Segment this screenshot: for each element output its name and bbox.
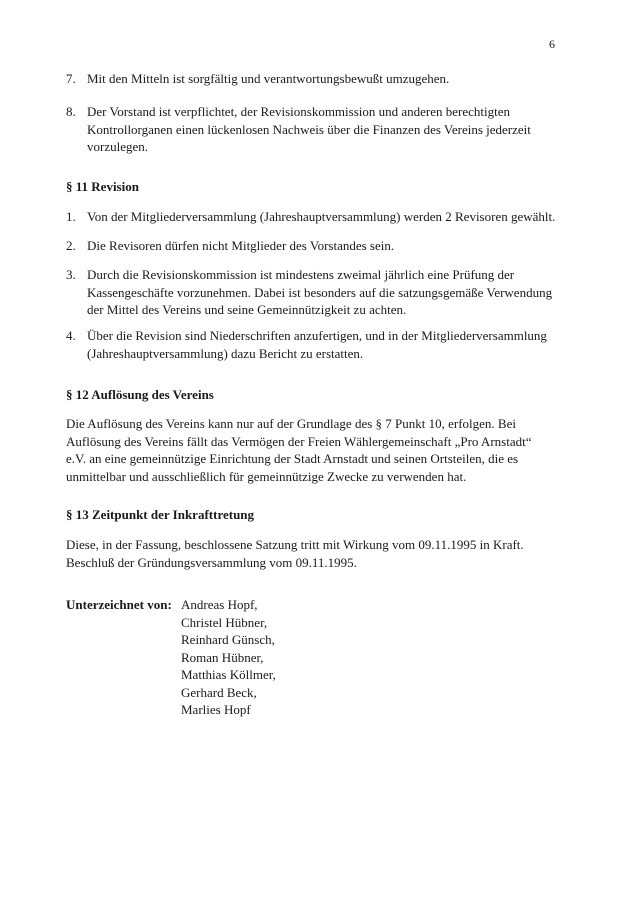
signer-name: Christel Hübner, [181,614,268,630]
page-number: 6 [549,37,555,51]
text-line: Die Revisoren dürfen nicht Mitglieder des Vorstandes sein. [87,238,395,253]
text-line: Kassengeschäfte vorzunehmen. Dabei ist besonders auf die satzungsgemäße Verwendung [87,284,553,300]
list-number: 4. [66,328,76,343]
section-12-heading: § 12 Auflösung des Vereins [66,387,214,402]
list-number: 1. [66,209,76,224]
section-12-paragraph [66,415,566,485]
revision-item-1 [66,208,566,226]
signer-name: Andreas Hopf, [181,597,258,612]
text-line: Diese, in der Fassung, beschlossene Satzung tritt mit Wirkung vom 09.11.1995 in Kraft. [66,537,524,552]
text-line: Kontrollorganen einen lückenlosen Nachweis über die Finanzen des Vereins jederzeit [87,121,531,137]
signer-name: Marlies Hopf [181,702,251,717]
text-line: Auflösung des Vereins fällt das Vermögen der Freien Wählergemeinschaft „Pro Arnstadt“ [66,433,532,449]
text-line: Von der Mitgliederversammlung (Jahreshauptversammlung) werden 2 Revisoren gewählt. [87,209,556,224]
text-line: Die Auflösung des Vereins kann nur auf der Grundlage des § 7 Punkt 10, erfolgen. Bei [66,416,516,431]
list-text [87,327,566,362]
signer-name: Reinhard Günsch, [181,632,275,647]
text-line: vorzulegen. [87,139,149,154]
list-number: 8. [66,104,76,119]
list-text [87,237,566,255]
list-item-7 [66,70,566,88]
text-line: unmittelbar und ausschließlich für gemeinnützige Zwecke zu verwenden hat. [66,468,467,484]
list-text [87,103,566,156]
text-line: der Mittel des Vereins und seine Gemeinnützigkeit zu achten. [87,302,407,317]
revision-item-3 [66,266,566,319]
signer-name: Roman Hübner, [181,649,264,665]
list-text [87,208,566,226]
section-13-paragraph [66,536,566,571]
signer-name: Gerhard Beck, [181,684,257,700]
text-line: Beschluß der Gründungsversammlung vom 09.11.1995. [66,554,357,570]
list-number: 7. [66,71,76,86]
revision-item-2 [66,237,566,255]
list-number: 2. [66,238,76,253]
text-line: Über die Revision sind Niederschriften anzufertigen, und in der Mitgliederversammlung [87,328,547,343]
list-text [87,70,566,88]
signer-name: Matthias Köllmer, [181,667,276,682]
text-line: Mit den Mitteln ist sorgfältig und verantwortungsbewußt umzugehen. [87,71,450,86]
section-13-heading: § 13 Zeitpunkt der Inkrafttretung [66,507,255,522]
text-line: Der Vorstand ist verpflichtet, der Revisionskommission und anderen berechtigten [87,104,511,119]
list-item-8 [66,103,566,156]
signers-list [181,596,276,719]
list-text [87,266,566,319]
text-line: Durch die Revisionskommission ist mindestens zweimal jährlich eine Prüfung der [87,267,515,282]
text-line: (Jahreshauptversammlung) dazu Bericht zu erstatten. [87,345,364,361]
text-line: e.V. an eine gemeinnützige Einrichtung der Stadt Arnstadt und seinen Ortsteilen, die es [66,451,519,466]
section-11-heading: § 11 Revision [66,179,139,194]
signers-label: Unterzeichnet von: [66,597,172,612]
revision-item-4 [66,327,566,362]
list-number: 3. [66,267,76,282]
